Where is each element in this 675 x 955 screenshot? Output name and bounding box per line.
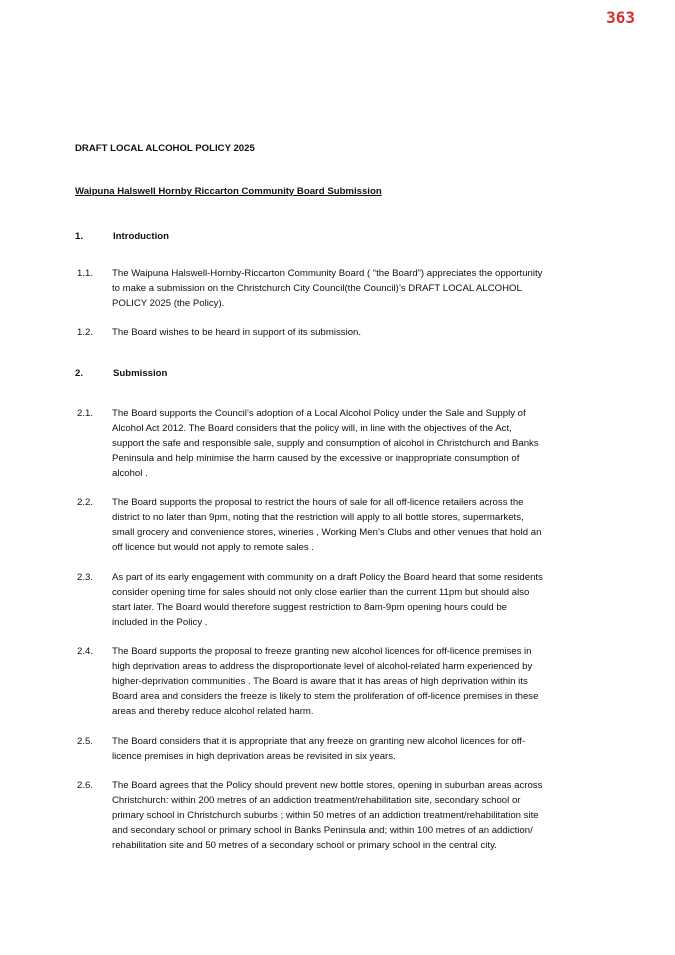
- document-title: DRAFT LOCAL ALCOHOL POLICY 2025: [75, 143, 255, 154]
- paragraph-text: The Board supports the proposal to freeze granting new alcohol licences for off-licence premises in high deprivation areas to address the disproportionate level of alcohol-related harm experienced by higher-deprivation communities . The Board is aware that it has areas of high deprivation within its Board area and considers the freeze is likely to stem the proliferation of off-licence premises in these areas and thereby reduce alcohol related harm.: [112, 646, 539, 717]
- section-title: Submission: [113, 368, 168, 379]
- section-title: Introduction: [113, 231, 169, 242]
- page-number: 363: [606, 8, 635, 27]
- section-heading-submission: [75, 368, 167, 379]
- paragraph-number: 1.1.: [77, 268, 94, 279]
- paragraph-number: 2.6.: [77, 780, 94, 791]
- paragraph-text: The Board wishes to be heard in support of its submission.: [112, 327, 362, 338]
- paragraph-number: 2.5.: [77, 736, 94, 747]
- paragraph-2-1: [75, 406, 545, 481]
- paragraph-number: 2.3.: [77, 572, 94, 583]
- paragraph-1-1: [75, 266, 545, 311]
- paragraph-text: The Board supports the Council’s adoption of a Local Alcohol Policy under the Sale and Supply of Alcohol Act 2012. The Board considers that the policy will, in line with the objectives of the Act, support the safe and responsible sale, supply and consumption of alcohol in Christchurch and Banks Peninsula and help minimise the harm caused by the excessive or inappropriate consumption of alcohol .: [112, 408, 539, 479]
- paragraph-2-3: [75, 570, 545, 630]
- paragraph-number: 2.4.: [77, 646, 94, 657]
- paragraph-number: 2.1.: [77, 408, 94, 419]
- paragraph-2-5: [75, 734, 545, 764]
- paragraph-text: The Board considers that it is appropriate that any freeze on granting new alcohol licences for off-licence premises in high deprivation areas be revisited in six years.: [112, 736, 526, 762]
- paragraph-number: 2.2.: [77, 497, 94, 508]
- paragraph-text: The Board supports the proposal to restrict the hours of sale for all off-licence retailers across the district to no later than 9pm, noting that the restriction will apply to all bottle stores, supermarkets, small grocery and convenience stores, wineries , Working Men’s Clubs and other venues that hold an off licence but would not apply to remote sales .: [112, 497, 542, 553]
- paragraph-2-2: [75, 495, 545, 555]
- paragraph-2-6: [75, 778, 545, 853]
- paragraph-text: As part of its early engagement with community on a draft Policy the Board heard that some residents consider opening time for sales should not only close earlier than the current 11pm but should also start later. The Board would therefore suggest restriction to 8am-9pm opening hours could be included in the Policy .: [112, 572, 543, 628]
- paragraph-text: The Waipuna Halswell-Hornby-Riccarton Community Board ( “the Board”) appreciates the opportunity to make a submission on the Christchurch City Council(the Council)’s DRAFT LOCAL ALCOHOL POLICY 2025 (the Policy).: [112, 268, 543, 309]
- paragraph-1-2: [75, 325, 545, 340]
- section-number: 1.: [75, 231, 84, 242]
- paragraph-text: The Board agrees that the Policy should prevent new bottle stores, opening in suburban areas across Christchurch: within 200 metres of an addiction treatment/rehabilitation site, secondary school or primary school in Christchurch suburbs ; within 50 metres of an addiction treatment/rehabilitation site and secondary school or primary school in Banks Peninsula and; within 100 metres of an addiction/ rehabilitation site and 50 metres of a secondary school or primary school in the central city.: [112, 780, 543, 851]
- section-number: 2.: [75, 368, 84, 379]
- paragraph-number: 1.2.: [77, 327, 94, 338]
- section-heading-introduction: [75, 231, 169, 242]
- paragraph-2-4: [75, 644, 545, 719]
- submission-subtitle: Waipuna Halswell Hornby Riccarton Community Board Submission: [75, 186, 382, 197]
